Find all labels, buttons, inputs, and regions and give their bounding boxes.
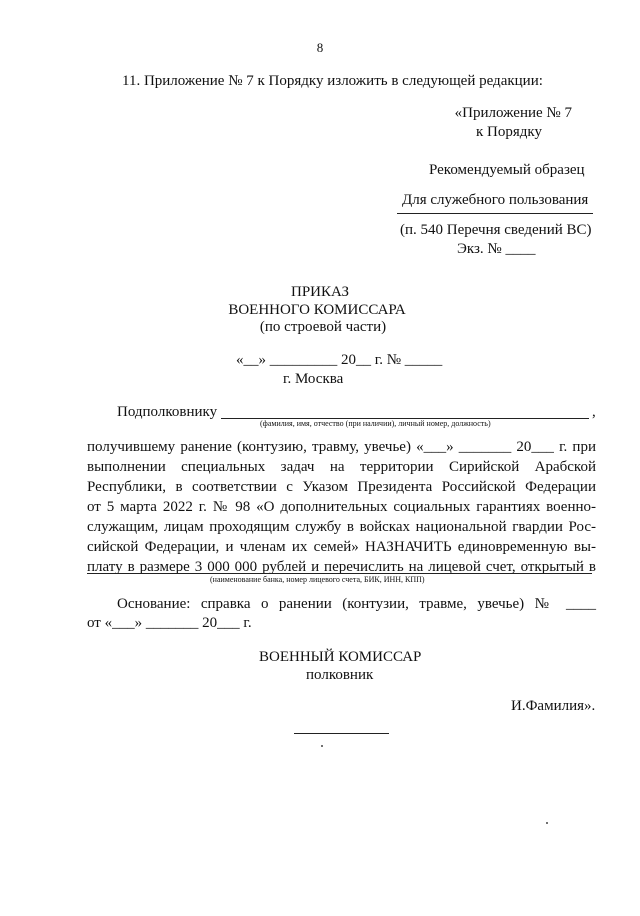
order-body	[87, 437, 596, 577]
addressee-comma: ,	[592, 404, 596, 420]
order-subtitle: ВОЕННОГО КОМИССАРА	[228, 302, 406, 318]
bank-hint: (наименование банка, номер лицевого счета, БИК, ИНН, КПП)	[210, 575, 425, 584]
body-line: от 5 марта 2022 г. № 98 «О дополнительных социальных гарантиях военно-	[87, 499, 596, 515]
body-line: получившему ранение (контузию, травму, увечье) «___» _______ 20___ г. при	[87, 439, 596, 455]
body-line: плату в размере 3 000 000 рублей и перечислить на лицевой счет, открытый в	[87, 559, 596, 575]
basis-line: Основание: справка о ранении (контузии, травме, увечье) № ____	[117, 596, 596, 612]
order-title: ПРИКАЗ	[291, 284, 349, 300]
addressee-hint: (фамилия, имя, отчество (при наличии), личный номер, должность)	[260, 419, 491, 428]
body-line: служащим, лицам проходящим службу в войсках национальной гвардии Рос-	[87, 519, 596, 535]
page-number: 8	[316, 40, 324, 55]
signature-rank: полковник	[306, 667, 374, 683]
order-date-line: «__» _________ 20__ г. № _____	[236, 352, 443, 368]
classification-label: Для служебного пользования	[402, 192, 589, 208]
basis-date-line: от «___» _______ 20___ г.	[87, 615, 252, 631]
body-line: Республики, в соответствии с Указом Президента Российской Федерации	[87, 479, 596, 495]
classification-reference: (п. 540 Перечня сведений ВС)	[400, 222, 592, 238]
scan-speck	[321, 745, 323, 747]
order-city: г. Москва	[283, 371, 344, 387]
signature-title: ВОЕННЫЙ КОМИССАР	[259, 649, 422, 665]
item-heading: 11. Приложение № 7 к Порядку изложить в следующей редакции:	[122, 73, 543, 89]
end-separator-line	[294, 733, 389, 734]
bank-fill-line	[87, 573, 592, 574]
copy-number: Экз. № ____	[457, 241, 536, 257]
body-line: сийской Федерации, и членам их семей» НАЗНАЧИТЬ единовременную вы-	[87, 539, 596, 555]
addressee-rank: Подполковнику	[117, 404, 218, 420]
signature-name: И.Фамилия».	[511, 698, 596, 714]
appendix-title: «Приложение № 7	[454, 105, 572, 121]
classification-underline	[397, 213, 593, 214]
sample-label: Рекомендуемый образец	[429, 162, 585, 178]
order-type: (по строевой части)	[259, 319, 387, 335]
scan-speck	[546, 822, 548, 824]
body-line: выполнении специальных задач на территории Сирийской Арабской	[87, 459, 596, 475]
appendix-reference: к Порядку	[476, 124, 542, 140]
